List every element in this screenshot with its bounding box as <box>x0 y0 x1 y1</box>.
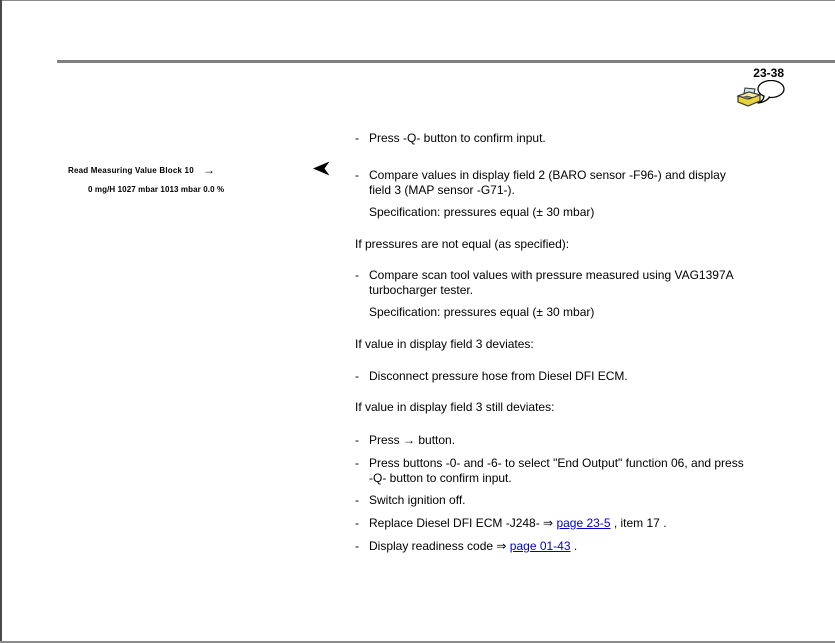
specification-line <box>355 305 594 320</box>
condition-line <box>355 337 534 352</box>
instruction-item <box>355 369 628 384</box>
instruction-text: Specification: pressures equal (± 30 mbar) <box>369 205 595 219</box>
arrowhead-left-icon <box>313 161 330 176</box>
condition-line <box>355 237 569 252</box>
instruction-item <box>355 433 455 448</box>
instruction-text: turbocharger tester. <box>369 282 474 297</box>
instruction-text: Display readiness code ⇒ <box>369 539 510 553</box>
page-link-01-43[interactable]: page 01-43 <box>509 539 571 553</box>
bullet-dash: - <box>355 456 359 470</box>
instruction-item <box>355 493 466 508</box>
instruction-text: Press -Q- button to confirm input. <box>369 131 546 145</box>
bullet-dash: - <box>355 131 359 145</box>
bullet-dash: - <box>355 516 359 530</box>
bullet-dash: - <box>355 268 359 282</box>
instruction-text: Compare scan tool values with pressure measured using VAG1397A <box>369 268 734 282</box>
instruction-item <box>355 539 577 554</box>
measuring-block-title: Read Measuring Value Block 10 <box>68 166 194 175</box>
header-icons <box>736 80 792 110</box>
instruction-text: field 3 (MAP sensor -G71-). <box>369 182 515 197</box>
instruction-text: If pressures are not equal (as specified): <box>355 237 570 251</box>
instruction-text: If value in display field 3 deviates: <box>355 337 534 351</box>
instruction-item <box>355 268 734 297</box>
page-left-border <box>0 0 2 643</box>
right-arrow-icon: → <box>203 163 215 177</box>
page-number: 23-38 <box>753 66 784 80</box>
instruction-item <box>355 516 667 531</box>
instruction-text: , item 17 . <box>610 516 667 530</box>
instruction-item <box>355 131 546 146</box>
bullet-dash: - <box>355 433 359 447</box>
header-rule <box>57 60 835 63</box>
printer-icon[interactable] <box>736 86 762 108</box>
instruction-text: Switch ignition off. <box>369 493 466 507</box>
bullet-dash: - <box>355 369 359 383</box>
bullet-dash: - <box>355 539 359 553</box>
instruction-text: -Q- button to confirm input. <box>369 470 512 485</box>
instruction-text: . <box>570 539 578 553</box>
condition-line <box>355 400 554 415</box>
specification-line <box>355 205 594 220</box>
instruction-text: Press → button. <box>369 433 456 447</box>
instruction-text: Replace Diesel DFI ECM -J248- ⇒ <box>369 516 557 530</box>
measuring-block-values: 0 mg/H 1027 mbar 1013 mbar 0.0 % <box>88 185 225 194</box>
bullet-dash: - <box>355 493 359 507</box>
instruction-item <box>355 456 744 485</box>
bullet-dash: - <box>355 168 359 182</box>
instruction-item <box>355 168 726 197</box>
instruction-text: Disconnect pressure hose from Diesel DFI ECM. <box>369 369 628 383</box>
instruction-text: Specification: pressures equal (± 30 mbar) <box>369 305 595 319</box>
instruction-text: If value in display field 3 still deviates: <box>355 400 555 414</box>
page-link-23-5[interactable]: page 23-5 <box>556 516 611 530</box>
instruction-text: Press buttons -0- and -6- to select "End Output" function 06, and press <box>369 456 744 470</box>
instruction-text: Compare values in display field 2 (BARO sensor -F96-) and display <box>369 168 726 182</box>
page-top-border <box>0 0 835 1</box>
